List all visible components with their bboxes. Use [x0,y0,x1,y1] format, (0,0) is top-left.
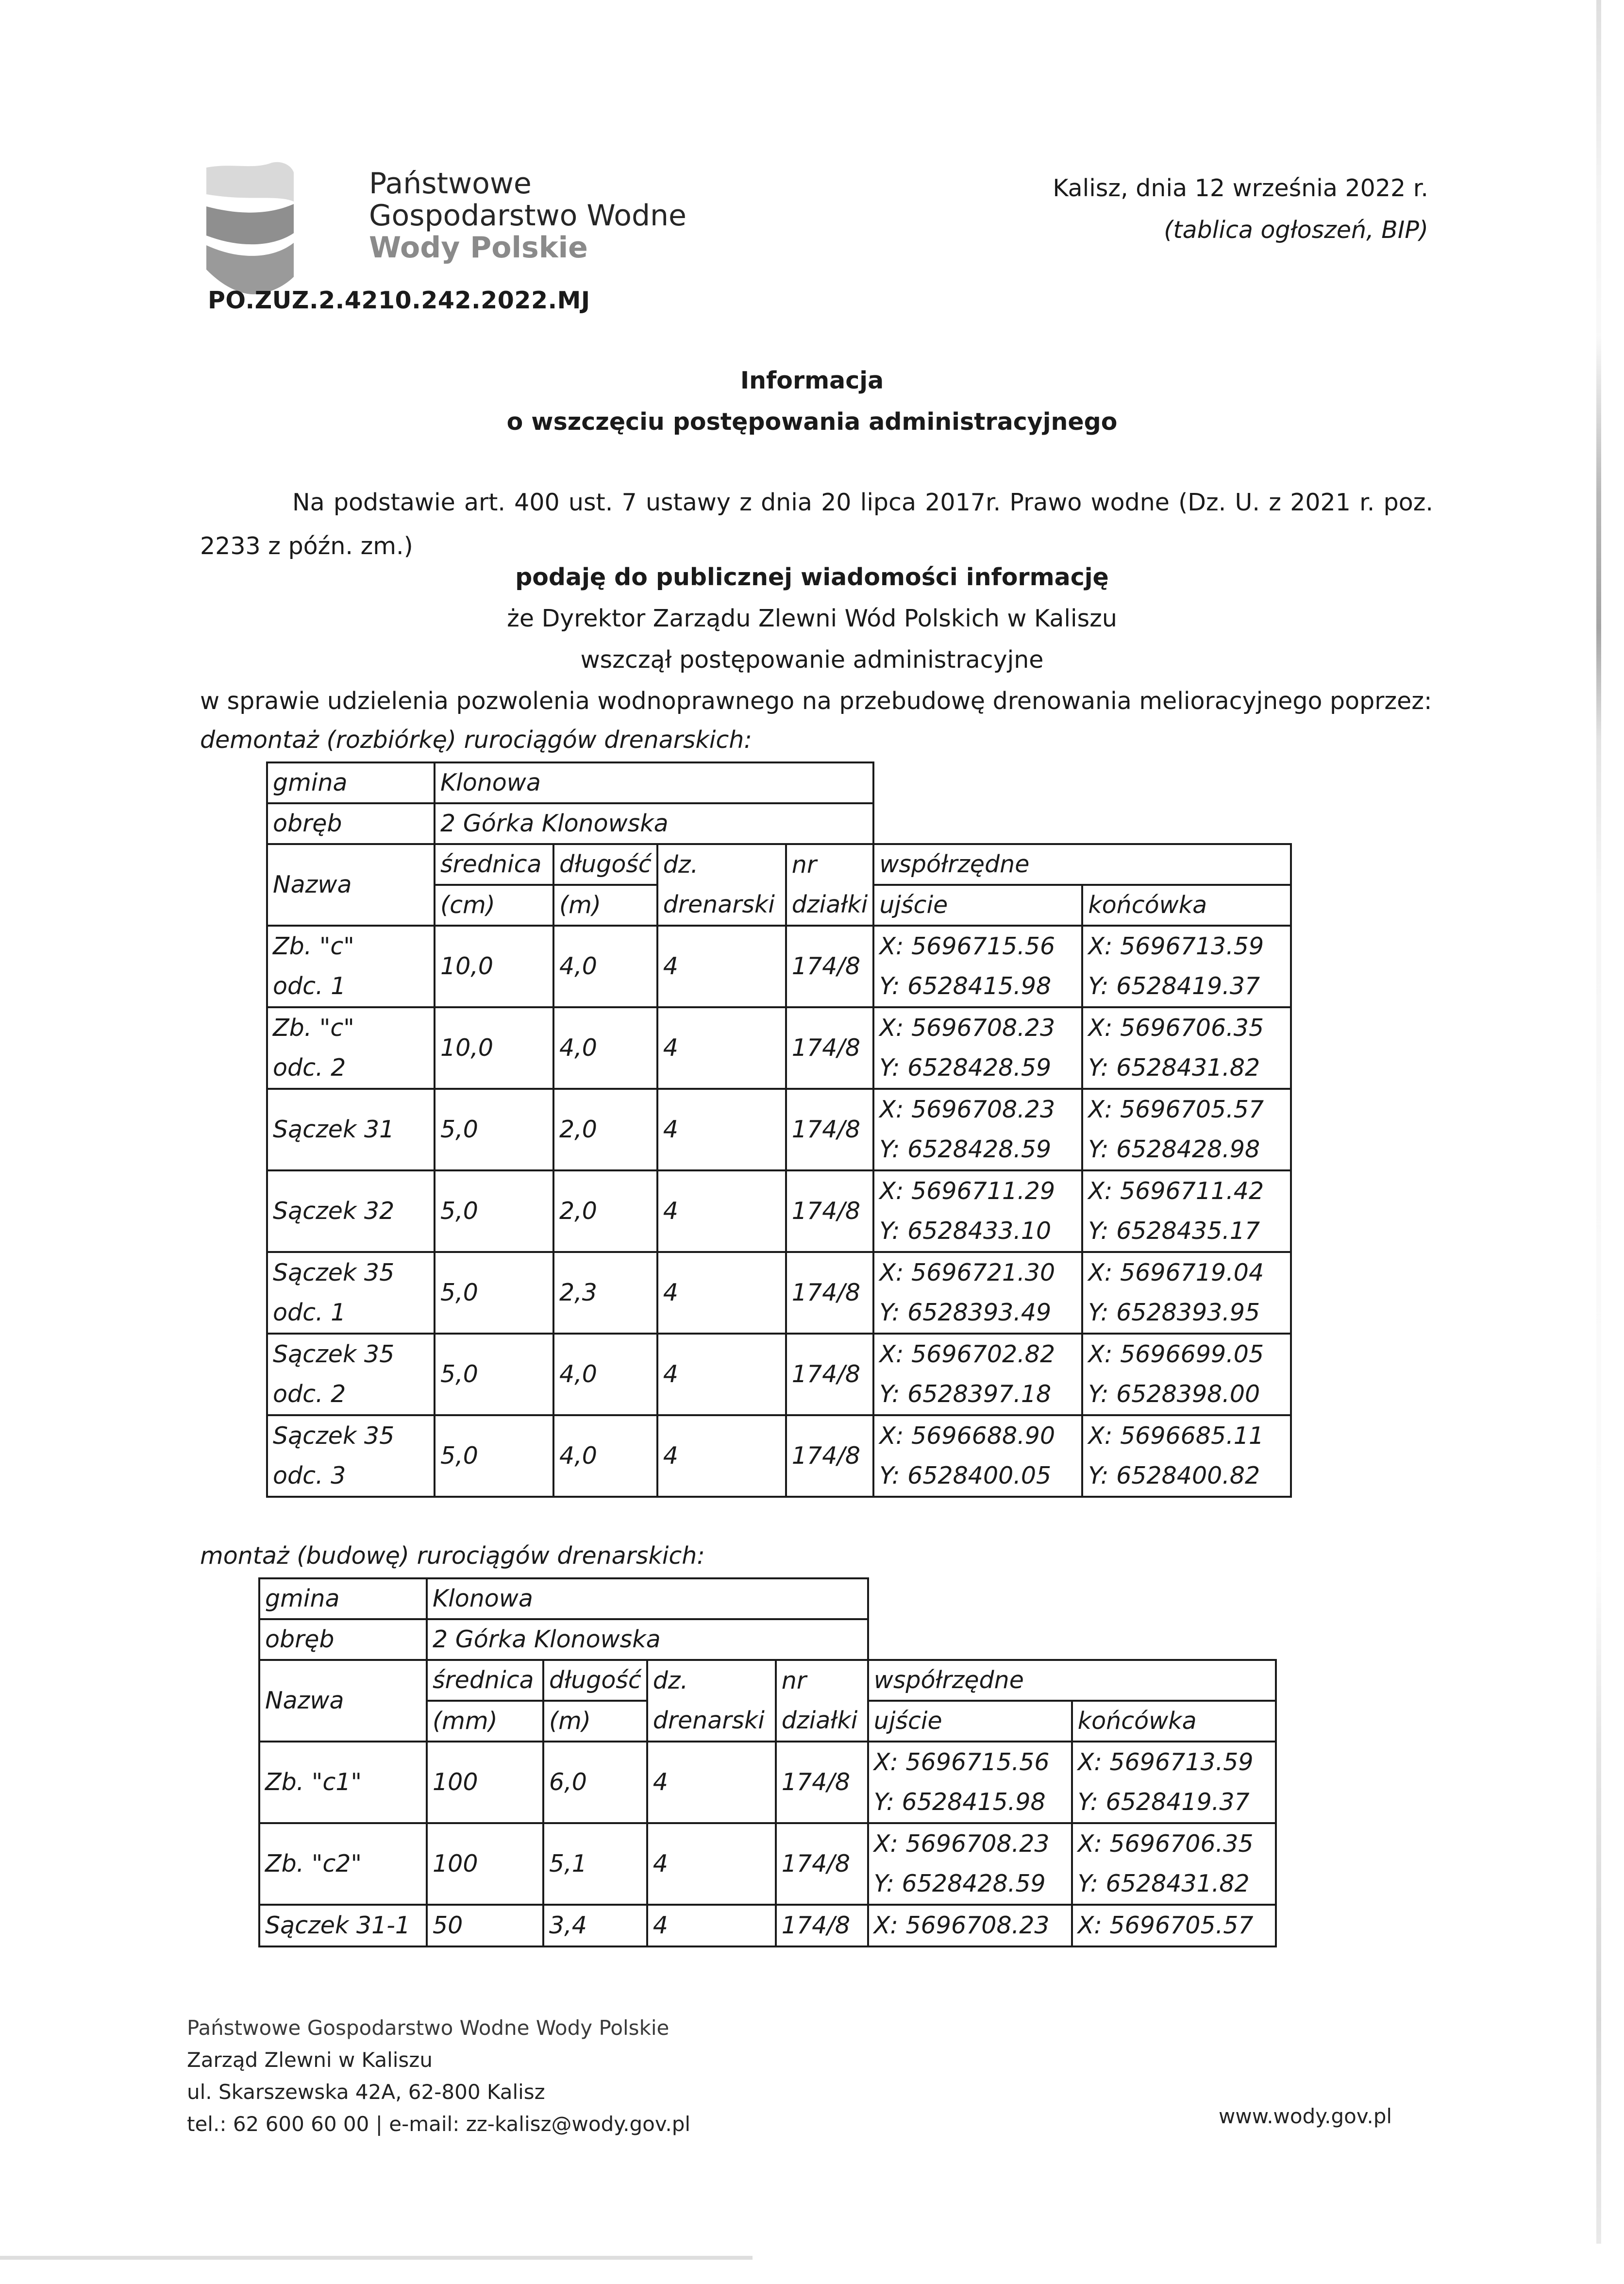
header-nr: nr [786,844,874,885]
header-dzialki: działki [776,1701,868,1742]
coordinate: Y: 6528428.59 [879,1054,1052,1082]
obreb-value: 2 Górka Klonowska [435,803,873,844]
table-row [267,1089,1291,1170]
coordinate: Y: 6528415.98 [873,1788,1046,1816]
coordinate: X: 5696711.29 [879,1177,1055,1205]
coordinate: X: 5696708.23 [873,1912,1050,1939]
cell-dlugosc: 4,0 [553,1415,657,1497]
coordinate: X: 5696685.11 [1088,1422,1264,1450]
table-row [267,1334,1291,1415]
coordinate: X: 5696706.35 [1077,1830,1254,1858]
cell-name [259,1742,427,1823]
cell-nr-dzialki: 174/8 [776,1905,868,1946]
cell-ujscie [868,1823,1072,1905]
initiated-line: wszczął postępowanie administracyjne [580,646,1044,674]
coordinate: Y: 6528393.95 [1088,1299,1260,1326]
cell-srednica: 100 [427,1742,543,1823]
name-line: Zb. "c2" [265,1850,362,1878]
gmina-value: Klonowa [427,1578,868,1619]
cell-dz-drenarski: 4 [647,1823,776,1905]
brand-line-3: Wody Polskie [369,231,588,265]
cell-dlugosc: 4,0 [553,1007,657,1089]
publication-note: (tablica ogłoszeń, BIP) [1164,216,1428,244]
coordinate: X: 5696721.30 [879,1259,1055,1286]
document-subtitle: o wszczęciu postępowania administracyjnego [506,408,1118,436]
coordinate: Y: 6528428.98 [1088,1135,1260,1163]
obreb-label: obręb [259,1619,427,1660]
director-line: że Dyrektor Zarządu Zlewni Wód Polskich w Kaliszu [507,605,1117,632]
section-label-construction: montaż (budowę) rurociągów drenarskich: [200,1542,705,1570]
coordinate: X: 5696708.23 [879,1014,1055,1042]
header-row-1 [259,1660,1276,1701]
cell-ujscie [873,1334,1082,1415]
footer-contact: tel.: 62 600 60 00 | e-mail: zz-kalisz@wody.gov.pl [187,2112,691,2136]
coordinate: X: 5696688.90 [879,1422,1055,1450]
matter-line: w sprawie udzielenia pozwolenia wodnoprawnego na przebudowę drenowania melioracyjnego poprzez: [200,687,1432,715]
header-srednica-unit: (mm) [427,1701,543,1742]
coordinate: Y: 6528435.17 [1088,1217,1260,1245]
cell-srednica: 5,0 [435,1089,553,1170]
header-dlugosc: długość [553,844,657,885]
header-drenarski: drenarski [657,885,786,926]
table-row [267,1007,1291,1089]
coordinate: Y: 6528431.82 [1077,1870,1250,1897]
name-line: odc. 1 [273,972,346,1000]
cell-srednica: 10,0 [435,926,553,1007]
coordinate: Y: 6528393.49 [879,1299,1052,1326]
footer-org: Państwowe Gospodarstwo Wodne Wody Polskie [187,2016,670,2040]
header-drenarski: drenarski [647,1701,776,1742]
cell-srednica: 5,0 [435,1334,553,1415]
header-dzialki: działki [786,885,874,926]
header-srednica-unit: (cm) [435,885,553,926]
cell-name [267,926,435,1007]
footer-unit: Zarząd Zlewni w Kaliszu [187,2048,433,2072]
name-line: Zb. "c1" [265,1768,362,1796]
name-line: Sączek 32 [273,1197,395,1225]
coordinate: Y: 6528431.82 [1088,1054,1260,1082]
table-row [267,1170,1291,1252]
coordinate: Y: 6528433.10 [879,1217,1052,1245]
header-dz: dz. [647,1660,776,1701]
table-row [267,1252,1291,1334]
gmina-label: gmina [267,762,435,803]
cell-dlugosc: 4,0 [553,926,657,1007]
cell-nr-dzialki: 174/8 [786,926,874,1007]
header-srednica: średnica [435,844,553,885]
empty-cell [868,1619,1276,1660]
obreb-row [267,803,1291,844]
table-row [267,926,1291,1007]
cell-nr-dzialki: 174/8 [776,1742,868,1823]
cell-koncowka [1082,1334,1291,1415]
cell-name [267,1334,435,1415]
gmina-row [259,1578,1276,1619]
coordinate: Y: 6528398.00 [1088,1380,1260,1408]
coordinate: Y: 6528419.37 [1088,972,1260,1000]
cell-nr-dzialki: 174/8 [786,1415,874,1497]
coordinate: Y: 6528400.05 [879,1462,1052,1489]
coordinate: X: 5696708.23 [879,1096,1055,1123]
coordinate: Y: 6528415.98 [879,972,1052,1000]
cell-name [259,1823,427,1905]
cell-srednica: 10,0 [435,1007,553,1089]
brand-line-2: Gospodarstwo Wodne [369,199,686,233]
header-wspolrzedne: współrzędne [868,1660,1276,1701]
cell-nr-dzialki: 174/8 [786,1252,874,1334]
coordinate: X: 5696713.59 [1077,1748,1254,1776]
header-koncowka: końcówka [1082,885,1291,926]
coordinate: X: 5696706.35 [1088,1014,1264,1042]
gmina-label: gmina [259,1578,427,1619]
cell-dz-drenarski: 4 [657,1007,786,1089]
cell-srednica: 5,0 [435,1170,553,1252]
cell-srednica: 5,0 [435,1252,553,1334]
name-line: Sączek 35 [273,1259,395,1286]
cell-dlugosc: 2,0 [553,1089,657,1170]
coordinate: Y: 6528428.59 [873,1870,1046,1897]
table-row [259,1742,1276,1823]
coordinate: X: 5696713.59 [1088,932,1264,960]
header-nr: nr [776,1660,868,1701]
cell-name [267,1089,435,1170]
table-row [259,1905,1276,1946]
cell-ujscie [873,1252,1082,1334]
obreb-label: obręb [267,803,435,844]
footer-street: ul. Skarszewska 42A, 62-800 Kalisz [187,2080,545,2104]
obreb-row [259,1619,1276,1660]
coordinate: X: 5696708.23 [873,1830,1050,1858]
cell-ujscie [873,1089,1082,1170]
name-line: odc. 3 [273,1462,346,1489]
coordinate: Y: 6528419.37 [1077,1788,1250,1816]
name-line: Sączek 35 [273,1340,395,1368]
gmina-row [267,762,1291,803]
cell-koncowka [1082,1007,1291,1089]
cell-dz-drenarski: 4 [657,1415,786,1497]
header-nazwa: Nazwa [267,844,435,926]
cell-nr-dzialki: 174/8 [776,1823,868,1905]
section-label-dismantling: demontaż (rozbiórkę) rurociągów drenarskich: [200,726,752,754]
brand-line-1: Państwowe [369,167,532,201]
cell-dz-drenarski: 4 [647,1742,776,1823]
brand-name [369,168,686,264]
table-row [259,1823,1276,1905]
header-dlugosc-unit: (m) [553,885,657,926]
cell-ujscie [868,1905,1072,1946]
cell-srednica: 50 [427,1905,543,1946]
cell-name [267,1252,435,1334]
coordinate: X: 5696715.56 [879,932,1055,960]
name-line: Sączek 31 [273,1116,395,1143]
cell-dlugosc: 2,3 [553,1252,657,1334]
scan-edge-right [1596,0,1601,2244]
cell-dz-drenarski: 4 [647,1905,776,1946]
cell-nr-dzialki: 174/8 [786,1334,874,1415]
cell-ujscie [868,1742,1072,1823]
coordinate: Y: 6528397.18 [879,1380,1052,1408]
coordinate: X: 5696711.42 [1088,1177,1264,1205]
header-dlugosc-unit: (m) [543,1701,647,1742]
cell-koncowka [1082,1415,1291,1497]
cell-name [259,1905,427,1946]
cell-srednica: 100 [427,1823,543,1905]
coordinate: X: 5696705.57 [1077,1912,1254,1939]
cell-koncowka [1082,1170,1291,1252]
empty-cell [868,1578,1276,1619]
name-line: Zb. "c" [273,1014,354,1042]
coordinate: X: 5696702.82 [879,1340,1055,1368]
reference-number: PO.ZUZ.2.4210.242.2022.MJ [208,287,590,314]
cell-dlugosc: 2,0 [553,1170,657,1252]
header-nazwa: Nazwa [259,1660,427,1742]
cell-koncowka [1072,1742,1276,1823]
coordinate: X: 5696699.05 [1088,1340,1264,1368]
gmina-value: Klonowa [435,762,873,803]
coordinate: X: 5696705.57 [1088,1096,1264,1123]
coordinate: X: 5696719.04 [1088,1259,1264,1286]
cell-dz-drenarski: 4 [657,1089,786,1170]
dismantling-table [266,761,1292,1498]
empty-cell [873,762,1291,803]
cell-ujscie [873,926,1082,1007]
cell-koncowka [1082,1252,1291,1334]
header-dlugosc: długość [543,1660,647,1701]
footer-address [187,2012,690,2140]
cell-name [267,1007,435,1089]
cell-dlugosc: 4,0 [553,1334,657,1415]
cell-koncowka [1082,926,1291,1007]
cell-dz-drenarski: 4 [657,1334,786,1415]
cell-koncowka [1072,1905,1276,1946]
footer-website-link[interactable]: www.wody.gov.pl [1219,2104,1392,2128]
coordinate: X: 5696715.56 [873,1748,1050,1776]
header-ujscie: ujście [873,885,1082,926]
cell-ujscie [873,1170,1082,1252]
cell-dz-drenarski: 4 [657,926,786,1007]
cell-name [267,1170,435,1252]
cell-ujscie [873,1007,1082,1089]
cell-dlugosc: 6,0 [543,1742,647,1823]
construction-table [258,1577,1277,1947]
wody-polskie-logo-icon [204,155,350,296]
name-line: odc. 2 [273,1380,346,1408]
header-ujscie: ujście [868,1701,1072,1742]
coordinate: Y: 6528400.82 [1088,1462,1260,1489]
header-wspolrzedne: współrzędne [873,844,1291,885]
cell-srednica: 5,0 [435,1415,553,1497]
empty-cell [873,803,1291,844]
cell-dz-drenarski: 4 [657,1252,786,1334]
cell-dz-drenarski: 4 [657,1170,786,1252]
cell-name [267,1415,435,1497]
cell-koncowka [1072,1823,1276,1905]
name-line: Sączek 31-1 [265,1912,411,1939]
header-koncowka: końcówka [1072,1701,1276,1742]
name-line: odc. 2 [273,1054,346,1082]
legal-basis-paragraph: Na podstawie art. 400 ust. 7 ustawy z dnia 20 lipca 2017r. Prawo wodne (Dz. U. z 2021 r. poz. 2233 z późn. zm.) [200,489,1433,560]
document-title: Informacja [740,367,884,394]
cell-ujscie [873,1415,1082,1497]
cell-nr-dzialki: 174/8 [786,1089,874,1170]
header-srednica: średnica [427,1660,543,1701]
header-row-1 [267,844,1291,885]
cell-dlugosc: 3,4 [543,1905,647,1946]
name-line: Sączek 35 [273,1422,395,1450]
announcement-line: podaję do publicznej wiadomości informację [515,563,1109,591]
cell-dlugosc: 5,1 [543,1823,647,1905]
name-line: odc. 1 [273,1299,346,1326]
table-row [267,1415,1291,1497]
coordinate: Y: 6528428.59 [879,1135,1052,1163]
date-block [1053,168,1428,251]
cell-nr-dzialki: 174/8 [786,1170,874,1252]
obreb-value: 2 Górka Klonowska [427,1619,868,1660]
place-date: Kalisz, dnia 12 września 2022 r. [1053,174,1428,202]
name-line: Zb. "c" [273,932,354,960]
header-dz: dz. [657,844,786,885]
cell-nr-dzialki: 174/8 [786,1007,874,1089]
cell-koncowka [1082,1089,1291,1170]
scan-edge-bottom [0,2256,753,2260]
